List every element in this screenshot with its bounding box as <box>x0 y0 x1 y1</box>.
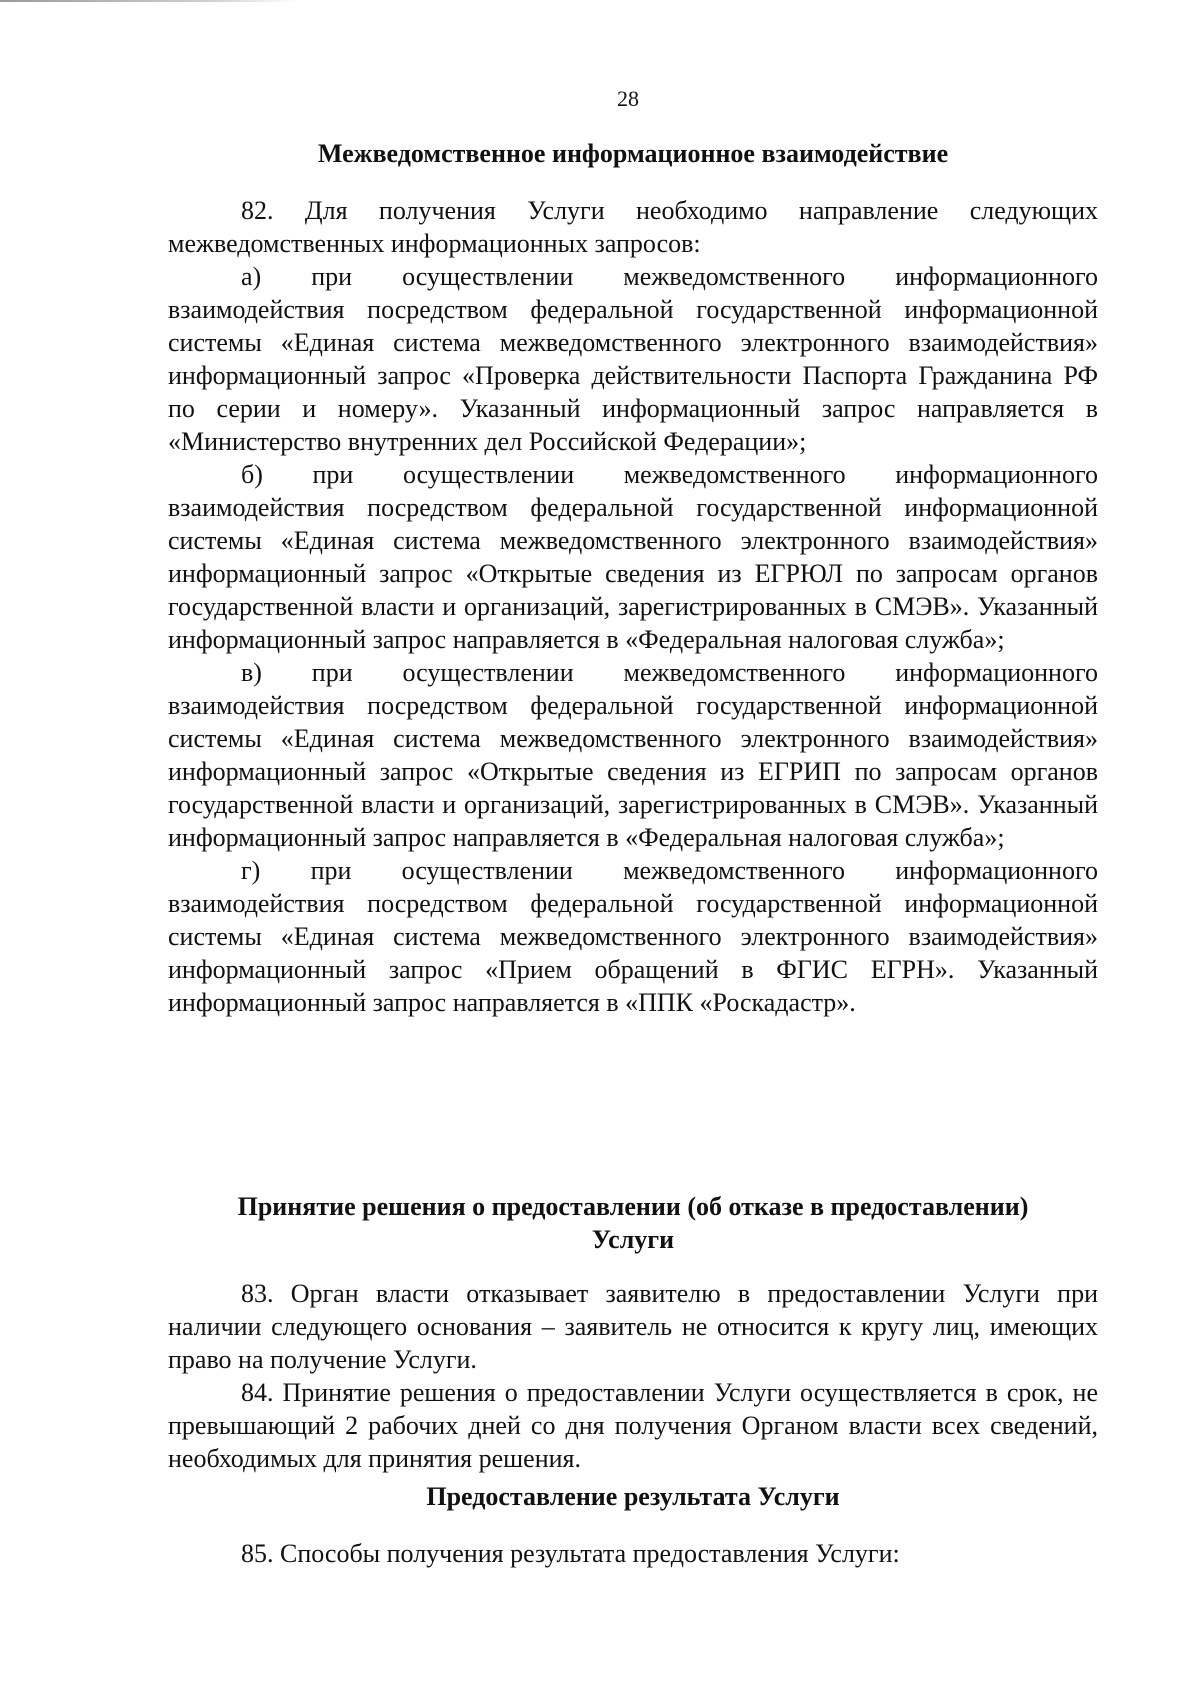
paragraph-82g: г) при осуществлении межведомственного информационного взаимодействия посредством федеральной государственной информационной системы «Единая система межведомственного электронного взаимодействия» информационный запрос «Прием обращений в ФГИС ЕГРН». Указанный информационный запрос направляется в «ППК «Роскадастр». <box>168 856 1098 1017</box>
section-heading-result: Предоставление результата Услуги <box>426 1482 840 1511</box>
paragraph-85: 85. Способы получения результата предоставления Услуги: <box>241 1539 900 1568</box>
section-interagency-body <box>168 194 1098 1019</box>
section-heading-decision <box>168 1190 1098 1256</box>
scan-edge-mark <box>0 0 300 2</box>
paragraph-83: 83. Орган власти отказывает заявителю в предоставлении Услуги при наличии следующего основания – заявитель не относится к кругу лиц, имеющих право на получение Услуги. <box>168 1279 1098 1374</box>
paragraph-82v: в) при осуществлении межведомственного информационного взаимодействия посредством федеральной государственной информационной системы «Единая система межведомственного электронного взаимодействия» информационный запрос «Открытые сведения из ЕГРИП по запросам органов государственной власти и организаций, зарегистрированных в СМЭВ». Указанный информационный запрос направляется в «Федеральная налоговая служба»; <box>168 658 1098 852</box>
paragraph-82: 82. Для получения Услуги необходимо направление следующих межведомственных информационных запросов: <box>168 196 1098 258</box>
section-heading-interagency: Межведомственное информационное взаимодействие <box>317 139 949 168</box>
paragraph-82b: б) при осуществлении межведомственного информационного взаимодействия посредством федеральной государственной информационной системы «Единая система межведомственного электронного взаимодействия» информационный запрос «Открытые сведения из ЕГРЮЛ по запросам органов государственной власти и организаций, зарегистрированных в СМЭВ». Указанный информационный запрос направляется в «Федеральная налоговая служба»; <box>168 460 1098 654</box>
section-heading-decision-line-2: Услуги <box>591 1225 675 1254</box>
section-heading-decision-line-1: Принятие решения о предоставлении (об отказе в предоставлении) <box>237 1192 1029 1221</box>
page-number: 28 <box>617 86 639 111</box>
paragraph-82a: а) при осуществлении межведомственного информационного взаимодействия посредством федеральной государственной информационной системы «Единая система межведомственного электронного взаимодействия» информационный запрос «Проверка действительности Паспорта Гражданина РФ по серии и номеру». Указанный информационный запрос направляется в «Министерство внутренних дел Российской Федерации»; <box>168 262 1098 456</box>
section-decision-body <box>168 1277 1098 1475</box>
paragraph-84: 84. Принятие решения о предоставлении Услуги осуществляется в срок, не превышающий 2 рабочих дней со дня получения Органом власти всех сведений, необходимых для принятия решения. <box>168 1378 1098 1473</box>
section-result-body <box>168 1537 1098 1570</box>
